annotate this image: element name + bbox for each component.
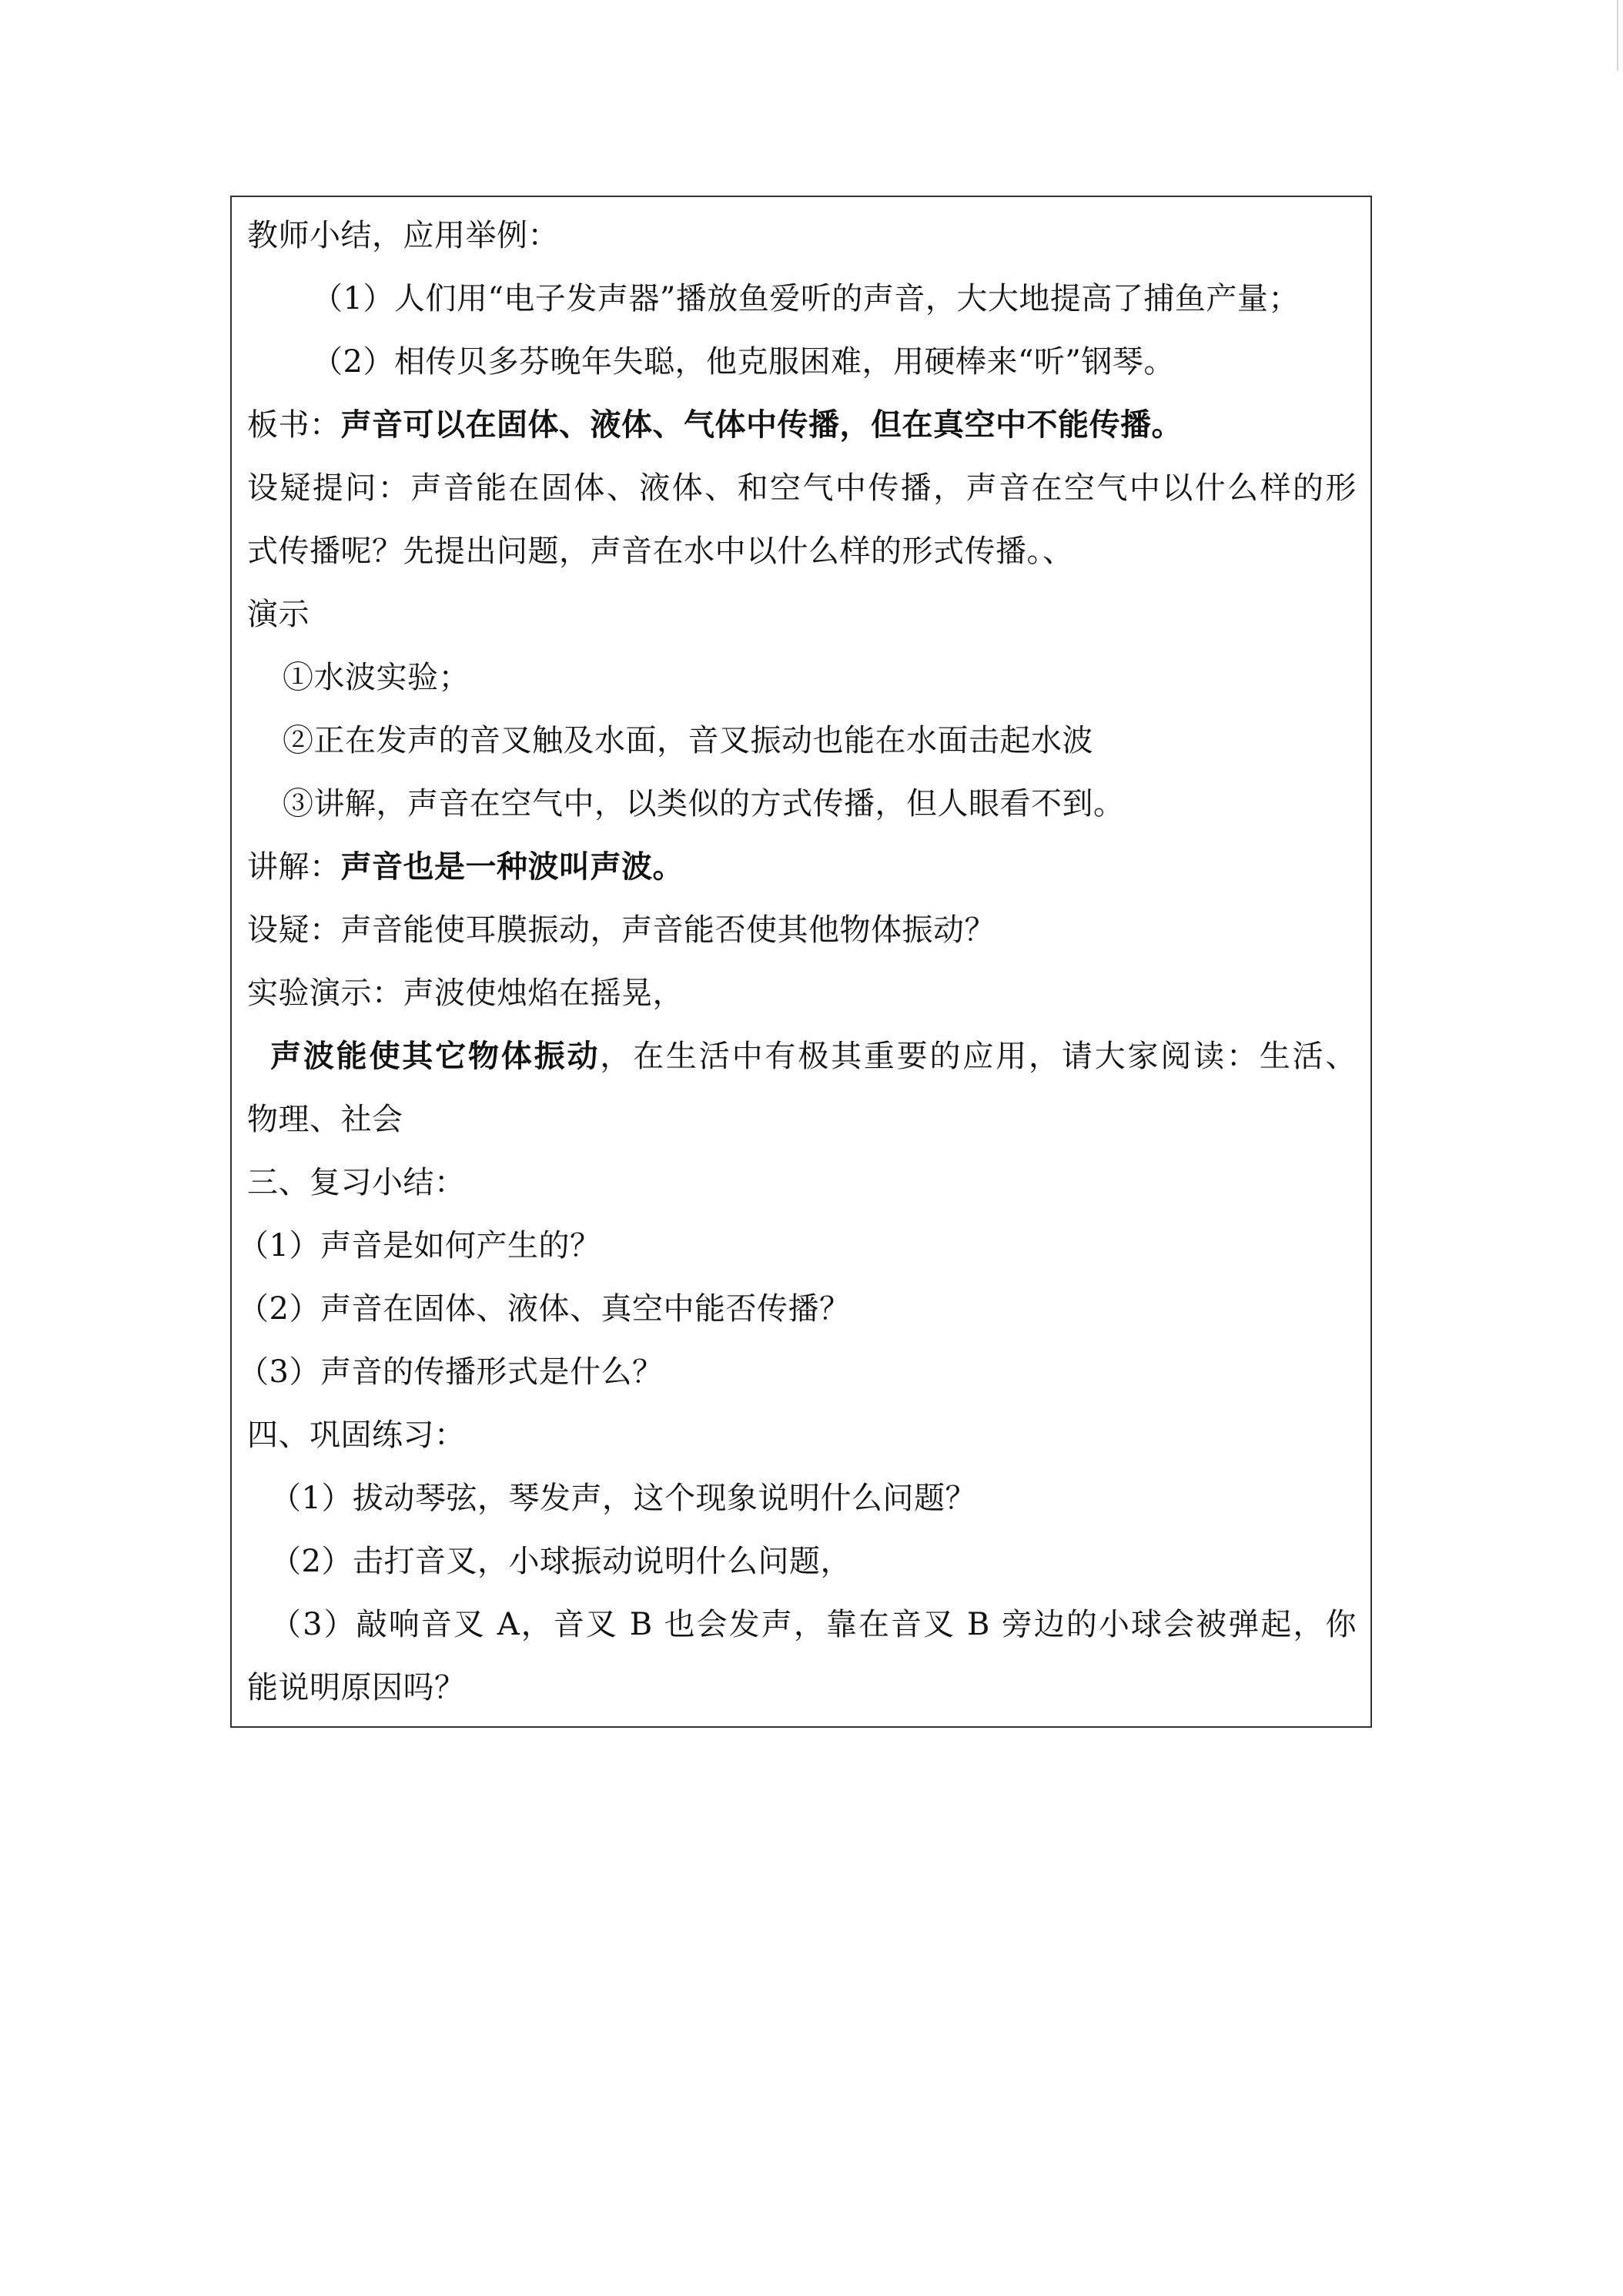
- review-item-1: [238, 1226, 1357, 1266]
- example-text-2: （2）相传贝多芬晚年失聪，他克服困难，用硬棒来“听”钢琴。: [312, 344, 1175, 380]
- practice-item-2: [270, 1541, 1357, 1581]
- sound-wave-application-text: ，在生活中有极其重要的应用，请大家阅读：生活、: [600, 1039, 1357, 1074]
- sound-wave-bold: 声波能使其它物体振动: [270, 1038, 601, 1074]
- review-item-text-2: （2）声音在固体、液体、真空中能否传播？: [238, 1291, 851, 1327]
- review-item-3: [238, 1352, 1357, 1392]
- practice-item-text-3-cont: 能说明原因吗？: [247, 1670, 466, 1705]
- doubt-text: 设疑：声音能使耳膜振动，声音能否使其他物体振动？: [247, 912, 996, 948]
- practice-heading-text: 四、巩固练习：: [247, 1417, 466, 1453]
- review-summary-heading-text: 三、复习小结：: [247, 1165, 466, 1200]
- demo-step-text-1: ①水波实验；: [283, 660, 470, 695]
- question-line-2: [247, 531, 1357, 571]
- question-line-1: [247, 468, 1357, 508]
- practice-item-text-1: （1）拔动琴弦，琴发声，这个现象说明什么问题？: [270, 1481, 976, 1516]
- doubt-line: [247, 910, 1357, 950]
- practice-item-text-2: （2）击打音叉，小球振动说明什么问题，: [270, 1544, 852, 1579]
- practice-item-1: [270, 1478, 1357, 1518]
- explanation-label: 讲解：: [247, 849, 341, 885]
- practice-item-3: [270, 1605, 1357, 1645]
- sound-wave-application-text-2: 物理、社会: [247, 1102, 403, 1137]
- example-line-1: [312, 279, 1357, 319]
- question-text-2: 式传播呢？先提出问题，声音在水中以什么样的形式传播。、: [247, 534, 1074, 569]
- demo-step-2: [283, 721, 1357, 761]
- demo-heading: [247, 594, 1357, 634]
- demo-heading-text: 演示: [247, 597, 310, 632]
- lesson-content-box: [230, 196, 1372, 1728]
- teacher-summary-text: 教师小结，应用举例：: [247, 218, 559, 253]
- practice-item-text-3: （3）敲响音叉 A，音叉 B 也会发声，靠在音叉 B 旁边的小球会被弹起，你: [270, 1607, 1357, 1642]
- review-summary-heading: [247, 1163, 1357, 1203]
- explanation-line: [247, 847, 1357, 887]
- page-fold-mark: [1617, 0, 1623, 71]
- practice-item-3-continuation: [247, 1668, 1357, 1708]
- question-text-1: 设疑提问：声音能在固体、液体、和空气中传播，声音在空气中以什么样的形: [247, 470, 1357, 506]
- experiment-demo-line: [247, 973, 1357, 1013]
- board-note-bold: 声音可以在固体、液体、气体中传播，但在真空中不能传播。: [340, 407, 1183, 443]
- demo-step-text-3: ③讲解，声音在空气中，以类似的方式传播，但人眼看不到。: [283, 786, 1125, 822]
- demo-step-3: [283, 784, 1357, 824]
- demo-step-text-2: ②正在发声的音叉触及水面，音叉振动也能在水面击起水波: [283, 723, 1093, 758]
- sound-wave-application-line-1: [270, 1036, 1357, 1076]
- sound-wave-application-line-2: [247, 1099, 1357, 1140]
- board-note-label: 板书：: [247, 407, 341, 443]
- review-item-text-3: （3）声音的传播形式是什么？: [238, 1354, 664, 1390]
- explanation-bold: 声音也是一种波叫声波。: [340, 848, 684, 885]
- review-item-text-1: （1）声音是如何产生的？: [238, 1228, 601, 1263]
- example-line-2: [312, 342, 1357, 382]
- practice-heading: [247, 1415, 1357, 1455]
- review-item-2: [238, 1289, 1357, 1329]
- teacher-summary-heading: [247, 216, 1357, 256]
- board-note-line: [247, 405, 1357, 445]
- experiment-demo-text: 实验演示：声波使烛焰在摇晃，: [247, 976, 684, 1011]
- demo-step-1: [283, 658, 1357, 698]
- example-text-1: （1）人们用“电子发声器”播放鱼爱听的声音，大大地提高了捕鱼产量；: [312, 281, 1300, 316]
